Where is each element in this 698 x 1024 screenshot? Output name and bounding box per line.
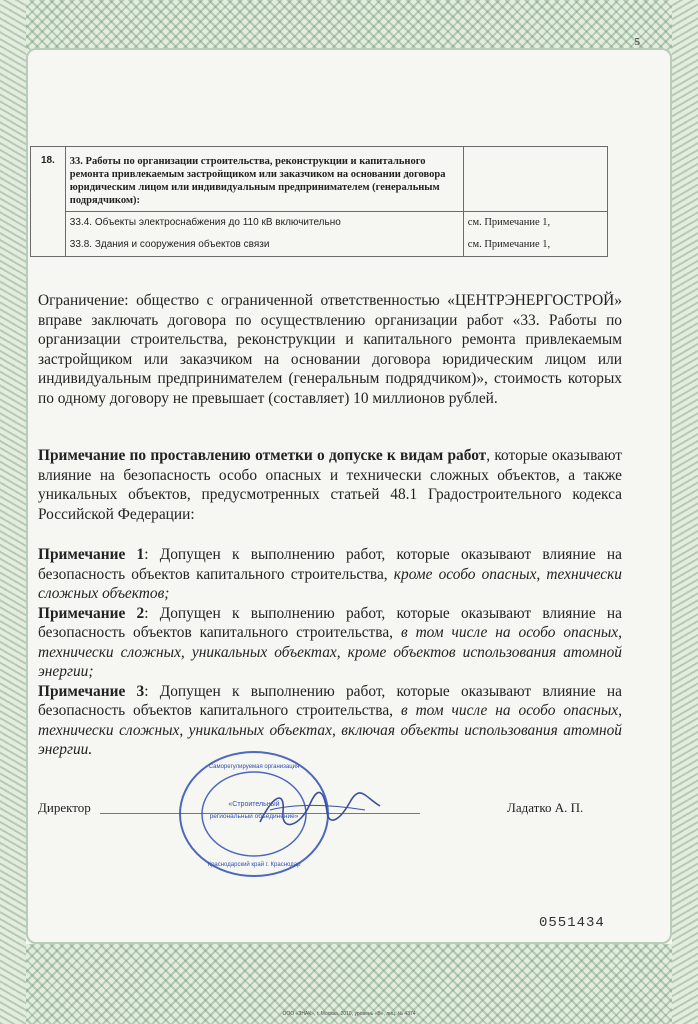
signatory-name: Ладатко А. П. — [507, 800, 584, 815]
work-note: см. Примечание 1, — [467, 239, 551, 250]
work-item: 33.8. Здания и сооружения объектов связи — [69, 239, 270, 250]
note-1 — [38, 545, 622, 604]
note-italic: в том числе на особо опасных, технически сложных, уникальных объектах, включая объекты использования атомной энергии. — [38, 702, 622, 758]
decorative-border-left — [0, 0, 26, 1024]
svg-text:«Строительный: «Строительный — [228, 801, 280, 808]
note-text: : Допущен к выполнению работ, которые оказывают влияние на безопасность объектов капитального строительства, — [38, 682, 622, 719]
work-note-cell — [463, 234, 607, 257]
signatory-role: Директор — [38, 800, 91, 815]
restriction-paragraph: Ограничение: общество с ограниченной ответственностью «ЦЕНТРЭНЕРГОСТРОЙ» вправе заключать договора по осуществлению организации работ «33. Работы по организации строительства, реконструкции и капитального ремонта привлекаемым застройщиком или заказчиком на основании договора юридическим лицом или индивидуальным предпринимателем (генеральным подрядчиком)», стоимость которых по одному договору не превышает (составляет) 10 миллионов рублей. — [38, 292, 622, 407]
note-label: Примечание 3 — [38, 682, 145, 700]
svg-text:региональный объединение»: региональный объединение» — [209, 813, 299, 820]
work-note-cell — [463, 212, 607, 235]
svg-text:Саморегулируемая организация: Саморегулируемая организация — [208, 764, 300, 770]
note-label: Примечание 2 — [38, 604, 145, 622]
row-number: 18. — [31, 147, 66, 257]
works-heading-cell — [65, 147, 463, 212]
note-text: : Допущен к выполнению работ, которые оказывают влияние на безопасность объектов капитального строительства, — [38, 546, 622, 583]
work-item: 33.4. Объекты электроснабжения до 110 кВ включительно — [69, 217, 341, 228]
svg-text:Краснодарский край г. Краснода: Краснодарский край г. Краснодар — [207, 862, 301, 868]
table-row — [31, 212, 608, 235]
printer-footer: ООО «ЗНАК», г. Москва, 2010, уровень «В», лиц. № 4374 — [282, 1011, 416, 1017]
note-label: Примечание 1 — [38, 546, 145, 563]
page-number: 5 — [634, 36, 640, 48]
note-italic: кроме особо опасных, технически сложных объектов; — [38, 565, 622, 602]
note-2 — [38, 604, 622, 682]
serial-number: 0551434 — [539, 915, 605, 931]
note-cell-empty — [463, 147, 607, 212]
work-item-cell — [65, 212, 463, 235]
handwritten-signature — [255, 782, 385, 832]
note-intro-text: , которые оказывают влияние на безопасность особо опасных и технически сложных объектов, а также уникальных объектов, предусмотренных статьей 48.1 Градостроительного кодекса Российской Федерации: — [38, 447, 622, 523]
notes-block — [38, 545, 622, 760]
table-row — [31, 147, 608, 212]
table-row — [31, 234, 608, 257]
decorative-border-right — [672, 0, 698, 1024]
note-intro-paragraph — [38, 446, 622, 524]
note-intro-heading: Примечание по проставлению отметки о допуске к видам работ — [38, 447, 487, 464]
works-table — [30, 146, 608, 257]
note-text: : Допущен к выполнению работ, которые оказывают влияние на безопасность объектов капитального строительства, — [38, 604, 622, 641]
work-item-cell — [65, 234, 463, 257]
work-note: см. Примечание 1, — [467, 217, 551, 228]
works-heading: 33. Работы по организации строительства, реконструкции и капитального ремонта привлекаемым застройщиком или заказчиком на основании договора юридическим лицом или индивидуальным предпринимателем (генеральным подрядчиком): — [69, 156, 446, 206]
note-italic: в том числе на особо опасных, технически сложных, уникальных объектах, кроме объектов использования атомной энергии; — [38, 624, 622, 680]
